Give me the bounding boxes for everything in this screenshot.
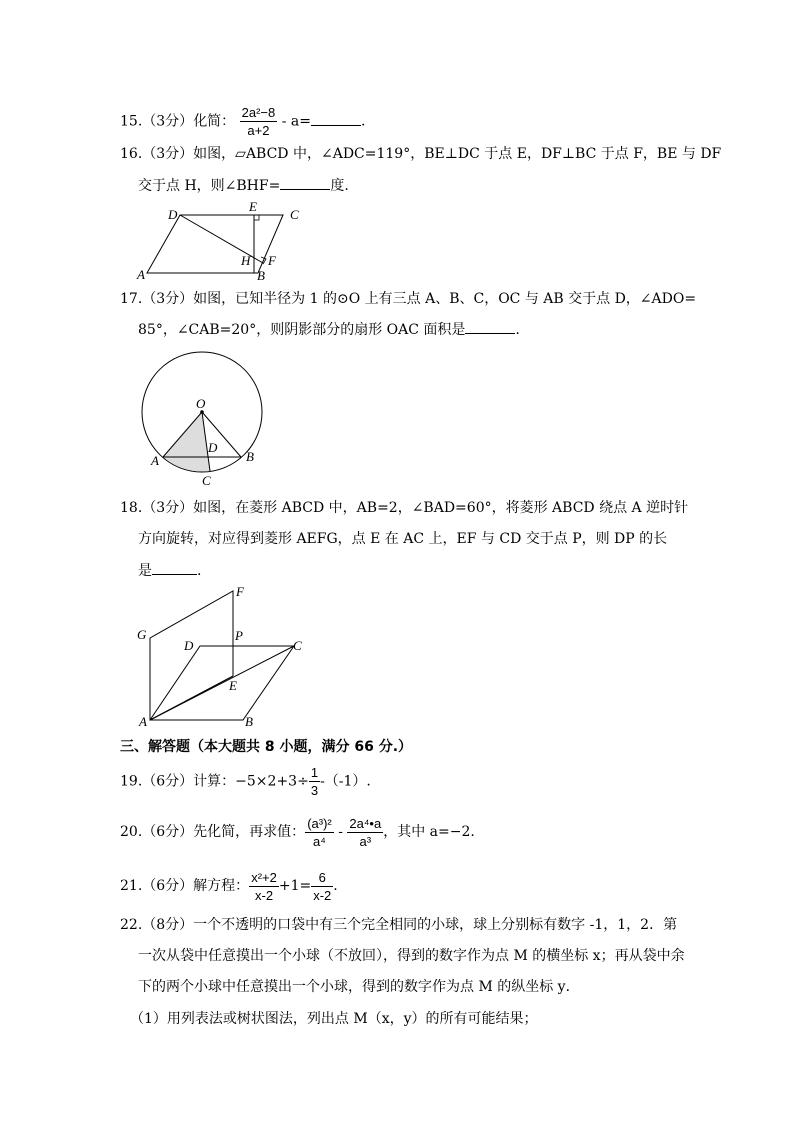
figure-16-parallelogram [130,200,310,282]
label-F: F [236,584,244,599]
label-B: B [257,268,265,282]
label-H: H [241,253,251,268]
question-21: 21.（6分）解方程： $\frac{\text{x²+2}}{x-2}$ +1= $\frac{6}{x-2}$ . [120,869,338,903]
label-E: E [229,678,237,693]
question-22: 22.（8分）一个不透明的口袋中有三个完全相同的小球，球上分别标有数字 -1，1，2．第 [120,917,678,933]
question-22-line3: 下的两个小球中任意摸出一个小球，得到的数字作为点 M 的纵坐标 y． [138,979,580,995]
label-P: P [235,628,243,643]
fraction: $\frac{\text{x²+2}}{x-2}$ [251,869,277,903]
question-number: 15. [120,113,143,130]
label-B: B [246,449,254,464]
fraction: $\frac{\text{(a³)²}}{\text{a⁴}}$ [307,815,332,849]
question-17: 17.（3分）如图，已知半径为 1 的⊙O 上有三点 A、B、C，OC 与 AB 交于点 D，∠ADO= [120,291,697,307]
label-A: A [137,267,145,282]
question-18-line2: 方向旋转，对应得到菱形 AEFG，点 E 在 AC 上，EF 与 CD 交于点 P，则 DP 的长 [138,531,668,547]
label-D: D [168,207,178,222]
label-E: E [249,200,257,214]
label-C: C [202,473,211,488]
answer-blank [152,561,197,575]
section-title: 三、解答题（本大题共 8 小题，满分 66 分.） [120,739,413,755]
question-15: 15.（3分）化简： $\frac{\text{2a²−8}}{a+2}$ - a= . [120,105,366,138]
label-A: A [151,453,159,468]
question-22-sub1: （1）用列表法或树状图法，列出点 M（x，y）的所有可能结果； [130,1011,538,1027]
fraction: $\frac{1}{3}$ [310,765,319,798]
label-C: C [293,638,302,653]
label-D: D [208,440,218,455]
label-D: D [184,638,194,653]
answer-blank [280,176,330,190]
fraction: $\frac{\text{2a²−8}}{a+2}$ [241,105,276,138]
question-16-line2: 交于点 H，则∠BHF= 度. [138,178,349,194]
question-20: 20.（6分）先化简，再求值： $\frac{\text{(a³)²}}{\text{a⁴}}$ - $\frac{\text{2a⁴•a}}{\text{a³}}$ ，其中 a=−2. [120,815,475,849]
label-B: B [245,714,253,729]
question-18: 18.（3分）如图，在菱形 ABCD 中，AB=2，∠BAD=60°，将菱形 ABCD 绕点 A 逆时针 [120,500,689,516]
figure-18-rhombus [130,580,320,732]
label-A: A [139,714,147,729]
question-16: 16.（3分）如图，▱ABCD 中，∠ADC=119°，BE⊥DC 于点 E，DF⊥BC 于点 F，BE 与 DF [120,146,722,162]
fraction: $\frac{6}{x-2}$ [313,869,332,903]
fraction: $\frac{\text{2a⁴•a}}{\text{a³}}$ [349,815,382,849]
question-18-line3: 是 . [138,563,202,579]
label-C: C [290,207,299,222]
label-O: O [196,396,206,411]
figure-17-circle [135,345,275,490]
question-17-line2: 85°，∠CAB=20°，则阴影部分的扇形 OAC 面积是 . [138,322,520,338]
answer-blank [465,320,515,334]
question-19: 19.（6分）计算：−5×2+3÷ $\frac{1}{3}$ -（-1）. [120,765,371,798]
question-22-line2: 一次从袋中任意摸出一个小球（不放回），得到的数字作为点 M 的横坐标 x；再从袋中余 [138,948,685,964]
label-F: F [268,253,276,268]
answer-blank [311,112,361,126]
label-G: G [137,627,147,642]
